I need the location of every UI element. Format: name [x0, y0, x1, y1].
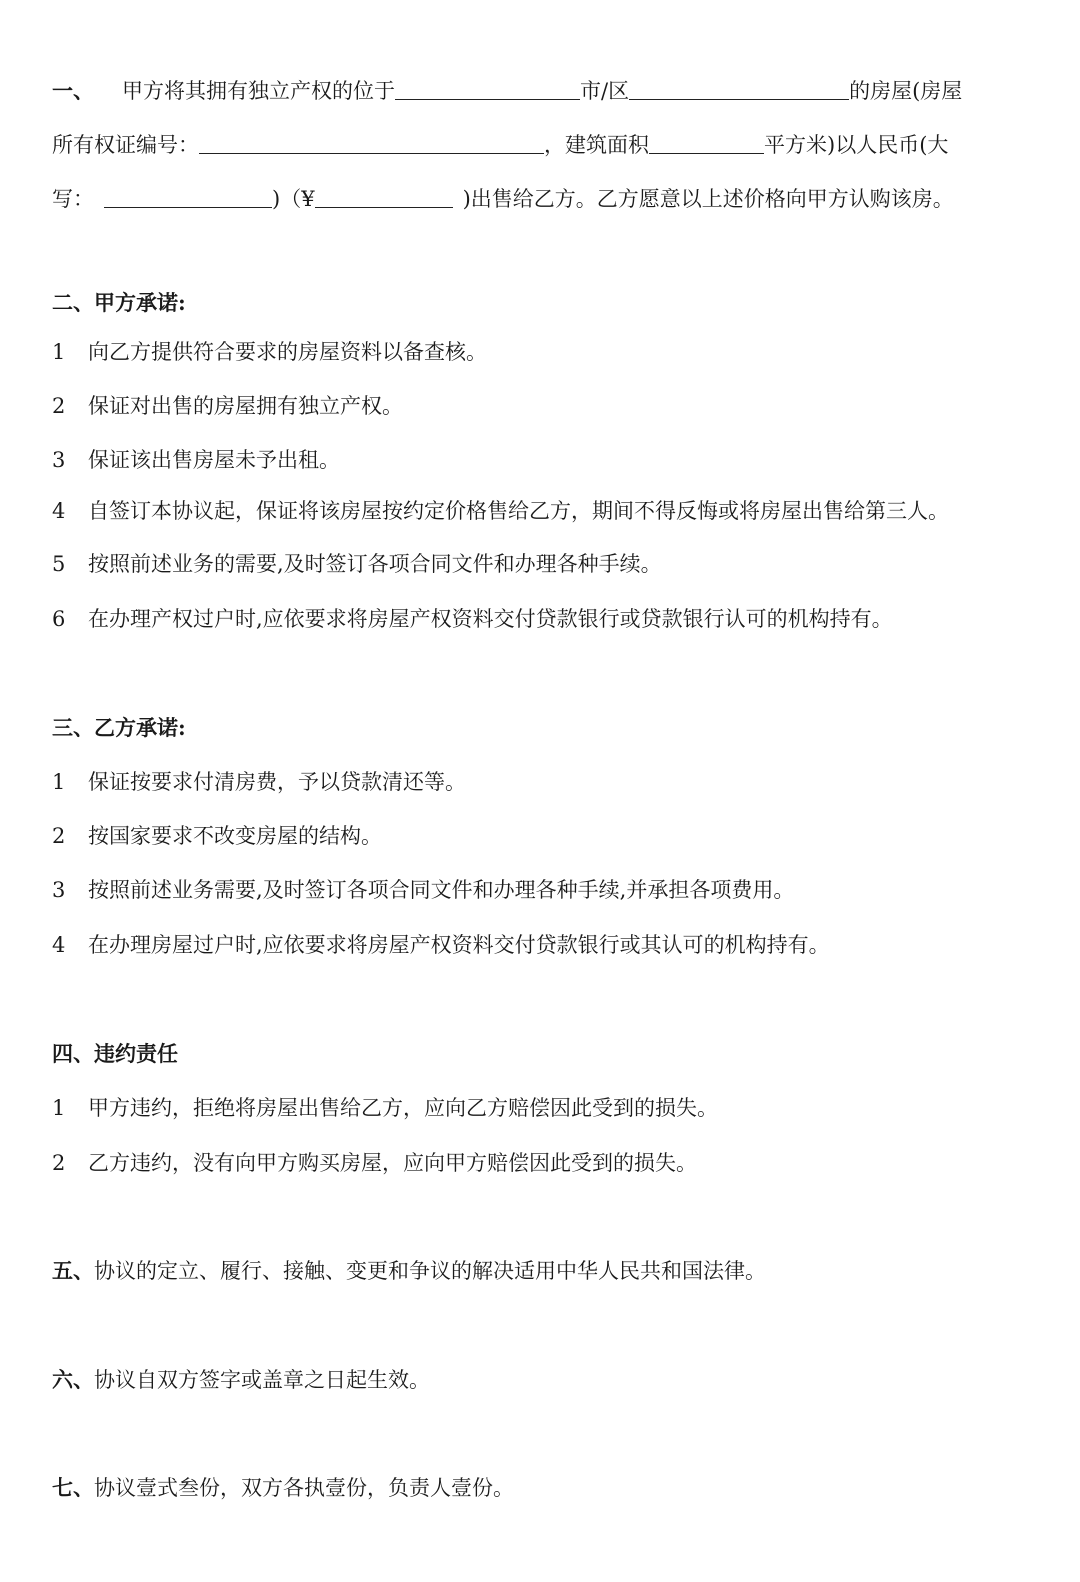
- item-text: 保证对出售的房屋拥有独立产权。: [88, 394, 403, 418]
- clause-1-text: 市/区: [580, 79, 630, 103]
- location-district-blank[interactable]: [629, 79, 849, 100]
- clause-2-item: [52, 549, 1050, 579]
- clause-2-item: [52, 337, 1050, 367]
- clause-4-item: [52, 1148, 1050, 1178]
- clause-3-item: [52, 875, 1050, 905]
- clause-6: [52, 1365, 1050, 1395]
- clause-5: [52, 1256, 1050, 1286]
- item-number: 1: [52, 770, 66, 794]
- clause-1-text: 平方米)以人民币(大: [764, 133, 949, 157]
- item-text: 保证该出售房屋未予出租。: [88, 448, 340, 472]
- clause-1-text: )（¥: [272, 187, 315, 211]
- item-number: 4: [52, 933, 66, 957]
- clause-4-heading: 四、违约责任: [52, 1041, 178, 1066]
- item-number: 3: [52, 878, 66, 902]
- item-text: 按照前述业务需要,及时签订各项合同文件和办理各种手续,并承担各项费用。: [88, 878, 795, 902]
- clause-7-text: 协议壹式叁份，双方各执壹份，负责人壹份。: [94, 1476, 514, 1500]
- item-text: 向乙方提供符合要求的房屋资料以备查核。: [88, 340, 487, 364]
- item-number: 1: [52, 1096, 66, 1120]
- clause-1-line-2: [52, 130, 1050, 160]
- clause-3-item: [52, 767, 1050, 797]
- clause-1-text: 所有权证编号：: [52, 133, 199, 157]
- clause-1-line-1: [52, 76, 1050, 106]
- clause-4-item: [52, 1093, 1050, 1123]
- clause-6-heading: 六、: [52, 1367, 94, 1392]
- clause-5-text: 协议的定立、履行、接触、变更和争议的解决适用中华人民共和国法律。: [94, 1259, 766, 1283]
- clause-2-item: [52, 496, 1050, 526]
- item-text: 按国家要求不改变房屋的结构。: [88, 824, 382, 848]
- clause-1-text: 甲方将其拥有独立产权的位于: [122, 79, 395, 103]
- clause-2-item: [52, 391, 1050, 421]
- clause-5-heading: 五、: [52, 1258, 94, 1283]
- clause-3-item: [52, 821, 1050, 851]
- building-area-blank[interactable]: [649, 133, 764, 154]
- clause-3-item: [52, 930, 1050, 960]
- clause-6-text: 协议自双方签字或盖章之日起生效。: [94, 1368, 430, 1392]
- item-number: 6: [52, 607, 66, 631]
- item-text: 在办理房屋过户时,应依要求将房屋产权资料交付贷款银行或其认可的机构持有。: [88, 933, 830, 957]
- clause-1-text: 的房屋(房屋: [849, 79, 963, 103]
- price-in-figures-blank[interactable]: [315, 187, 453, 208]
- item-number: 3: [52, 448, 66, 472]
- item-number: 1: [52, 340, 66, 364]
- clause-1-heading: 一、: [52, 78, 94, 103]
- clause-7: [52, 1473, 1050, 1503]
- clause-3-heading: 三、乙方承诺:: [52, 715, 186, 740]
- clause-7-heading: 七、: [52, 1475, 94, 1500]
- clause-1-text: )出售给乙方。乙方愿意以上述价格向甲方认购该房。: [462, 187, 954, 211]
- clause-2-item: [52, 604, 1050, 634]
- item-text: 甲方违约，拒绝将房屋出售给乙方，应向乙方赔偿因此受到的损失。: [88, 1096, 718, 1120]
- clause-1-line-3: [52, 184, 1050, 214]
- item-text: 保证按要求付清房费，予以贷款清还等。: [88, 770, 466, 794]
- price-in-words-blank[interactable]: [104, 187, 272, 208]
- location-city-blank[interactable]: [395, 79, 580, 100]
- clause-2-heading: 二、甲方承诺:: [52, 290, 186, 315]
- item-number: 2: [52, 1151, 66, 1175]
- clause-1-text: ，建筑面积: [544, 133, 649, 157]
- certificate-number-blank[interactable]: [199, 133, 544, 154]
- item-text: 按照前述业务的需要,及时签订各项合同文件和办理各种手续。: [88, 552, 662, 576]
- item-number: 4: [52, 499, 66, 523]
- item-text: 乙方违约，没有向甲方购买房屋，应向甲方赔偿因此受到的损失。: [88, 1151, 697, 1175]
- clause-1-text: 写：: [52, 187, 94, 211]
- item-text: 在办理产权过户时,应依要求将房屋产权资料交付贷款银行或贷款银行认可的机构持有。: [88, 607, 893, 631]
- clause-2-item: [52, 445, 1050, 475]
- item-number: 2: [52, 824, 66, 848]
- item-number: 5: [52, 552, 66, 576]
- item-number: 2: [52, 394, 66, 418]
- item-text: 自签订本协议起，保证将该房屋按约定价格售给乙方，期间不得反悔或将房屋出售给第三人。: [88, 499, 949, 523]
